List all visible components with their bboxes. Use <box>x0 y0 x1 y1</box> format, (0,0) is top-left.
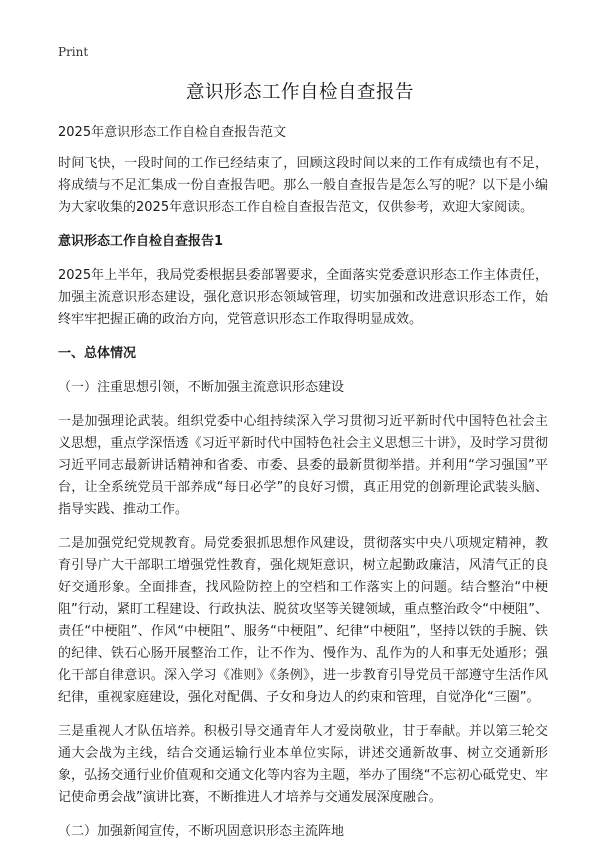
print-link[interactable]: Print <box>58 45 89 59</box>
body-paragraph: 一是加强理论武装。组织党委中心组持续深入学习贯彻习近平新时代中国特色社会主义思想，重点学深悟透《习近平新时代中国特色社会主义思想三十讲》，及时学习贯彻习近平同志最新讲话精神和省委、市委、县委的最新贯彻举措。并利用“学习强国”平台，让全系统党员干部养成“每日必学”的良好习惯，真正用党的创新理论武装头脑、指导实践、推动工作。 <box>58 414 548 517</box>
subsection-heading: （一）注重思想引领，不断加强主流意识形态建设 <box>58 380 345 395</box>
section-heading: 一、总体情况 <box>58 346 137 361</box>
body-paragraph: 三是重视人才队伍培养。积极引导交通青年人才爱岗敬业，甘于奉献。并以第三轮交通大会战为主线，结合交通运输行业本单位实际，讲述交通新故事、树立交通新形象，弘扬交通行业价值观和交通文化等内容为主题，举办了围绕“不忘初心砥党史、牢记使命勇会战”演讲比赛，不断推进人才培养与交通发展深度融合。 <box>58 724 548 805</box>
document-title: 意识形态工作自检自查报告 <box>185 82 414 103</box>
body-paragraph: 二是加强党纪党规教育。局党委狠抓思想作风建设，贯彻落实中央八项规定精神，教育引导广大干部职工增强党性教育，强化规矩意识，树立起勤政廉洁，风清气正的良好交通形象。全面排查，找风险防控上的空档和工作落实上的问题。结合整治“中梗阻”行动，紧盯工程建设、行政执法、脱贫攻坚等关键领域，重点整治政令“中梗阻”、责任“中梗阻”、作风“中梗阻”、服务“中梗阻”、纪律“中梗阻”，坚持以铁的手腕、铁的纪律、铁石心肠开展整治工作，让不作为、慢作为、乱作为的人和事无处遁形；强化干部自律意识。深入学习《准则》《条例》，进一步教育引导党员干部遵守生活作风纪律，重视家庭建设，强化对配偶、子女和身边人的约束和管理，自觉净化“三圈”。 <box>58 536 548 705</box>
intro-paragraph: 时间飞快，一段时间的工作已经结束了，回顾这段时间以来的工作有成绩也有不足，将成绩与不足汇集成一份自查报告吧。那么一般自查报告是怎么写的呢？以下是小编为大家收集的2025年意识形态工作自检自查报告范文，仅供参考，欢迎大家阅读。 <box>58 156 548 215</box>
subsection-heading: （二）加强新闻宣传，不断巩固意识形态主流阵地 <box>58 824 345 839</box>
opening-paragraph: 2025年上半年，我局党委根据县委部署要求，全面落实党委意识形态工作主体责任，加强主流意识形态建设，强化意识形态领域管理，切实加强和改进意识形态工作，始终牢牢把握正确的政治方向，党管意识形态工作取得明显成效。 <box>58 268 548 327</box>
report-title: 意识形态工作自检自查报告1 <box>58 234 224 249</box>
document-subtitle: 2025年意识形态工作自检自查报告范文 <box>58 125 287 140</box>
document-body <box>58 122 548 855</box>
